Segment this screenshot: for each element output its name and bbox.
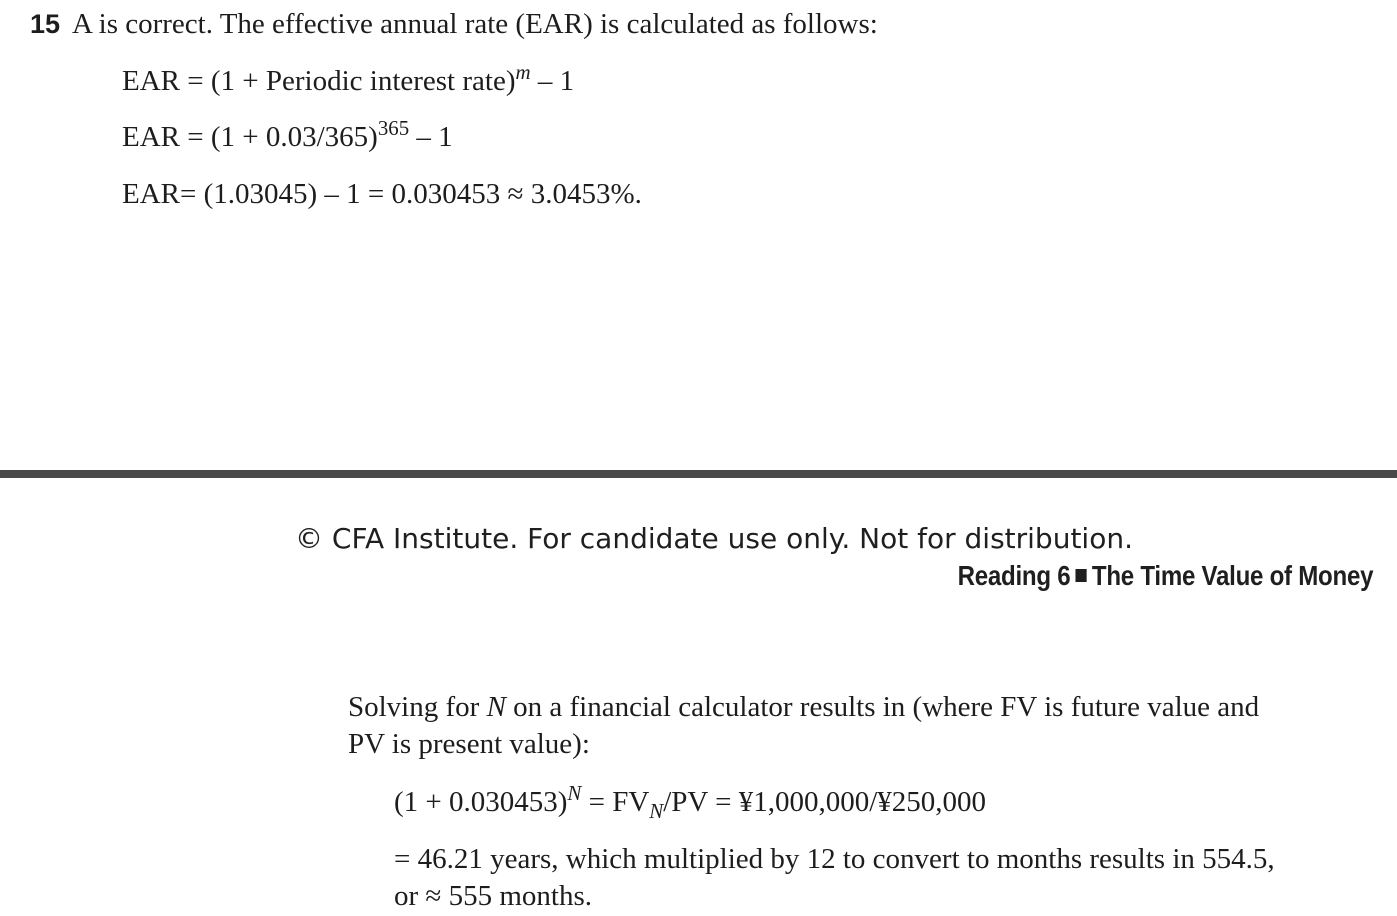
equation-3: EAR= (1.03045) – 1 = 0.030453 ≈ 3.0453%. [122, 178, 642, 210]
p1-variable: N [486, 691, 506, 723]
paragraph-line-2: PV is present value): [348, 728, 590, 760]
eq1-exponent: m [515, 59, 531, 84]
eq4-subscript: N [649, 799, 664, 824]
question-intro [30, 8, 878, 41]
eq2-lhs: EAR = (1 + 0.03/365) [122, 121, 378, 153]
copyright-notice: © CFA Institute. For candidate use only. Not for distribution. [295, 522, 1133, 555]
equation-5-line-2: or ≈ 555 months. [394, 880, 592, 912]
p1-part-a: Solving for [348, 691, 487, 723]
eq4-c: /PV = ¥1,000,000/¥250,000 [663, 786, 987, 818]
question-number: 15 [30, 9, 61, 39]
paragraph-line-1 [348, 691, 1259, 724]
reading-number: Reading 6 [957, 560, 1071, 591]
eq1-tail: – 1 [530, 65, 575, 97]
page-divider [0, 470, 1397, 478]
intro-text: A is correct. The effective annual rate (EAR) is calculated as follows: [72, 8, 878, 40]
equation-2 [122, 115, 453, 154]
reading-title: The Time Value of Money [1091, 560, 1373, 591]
square-bullet-icon [1075, 569, 1086, 582]
eq1-lhs: EAR = (1 + Periodic interest rate) [122, 65, 516, 97]
equation-1 [122, 59, 575, 98]
eq2-exponent: 365 [377, 115, 410, 140]
eq4-exponent: N [567, 780, 582, 805]
equation-5-line-1: = 46.21 years, which multiplied by 12 to convert to months results in 554.5, [394, 843, 1275, 875]
eq2-tail: – 1 [409, 121, 453, 153]
eq4-a: (1 + 0.030453) [394, 786, 568, 818]
equation-4 [394, 780, 987, 824]
running-head [957, 560, 1373, 592]
eq4-b: = FV [581, 786, 650, 818]
p1-part-b: on a financial calculator results in (where FV is future value and [505, 691, 1260, 723]
